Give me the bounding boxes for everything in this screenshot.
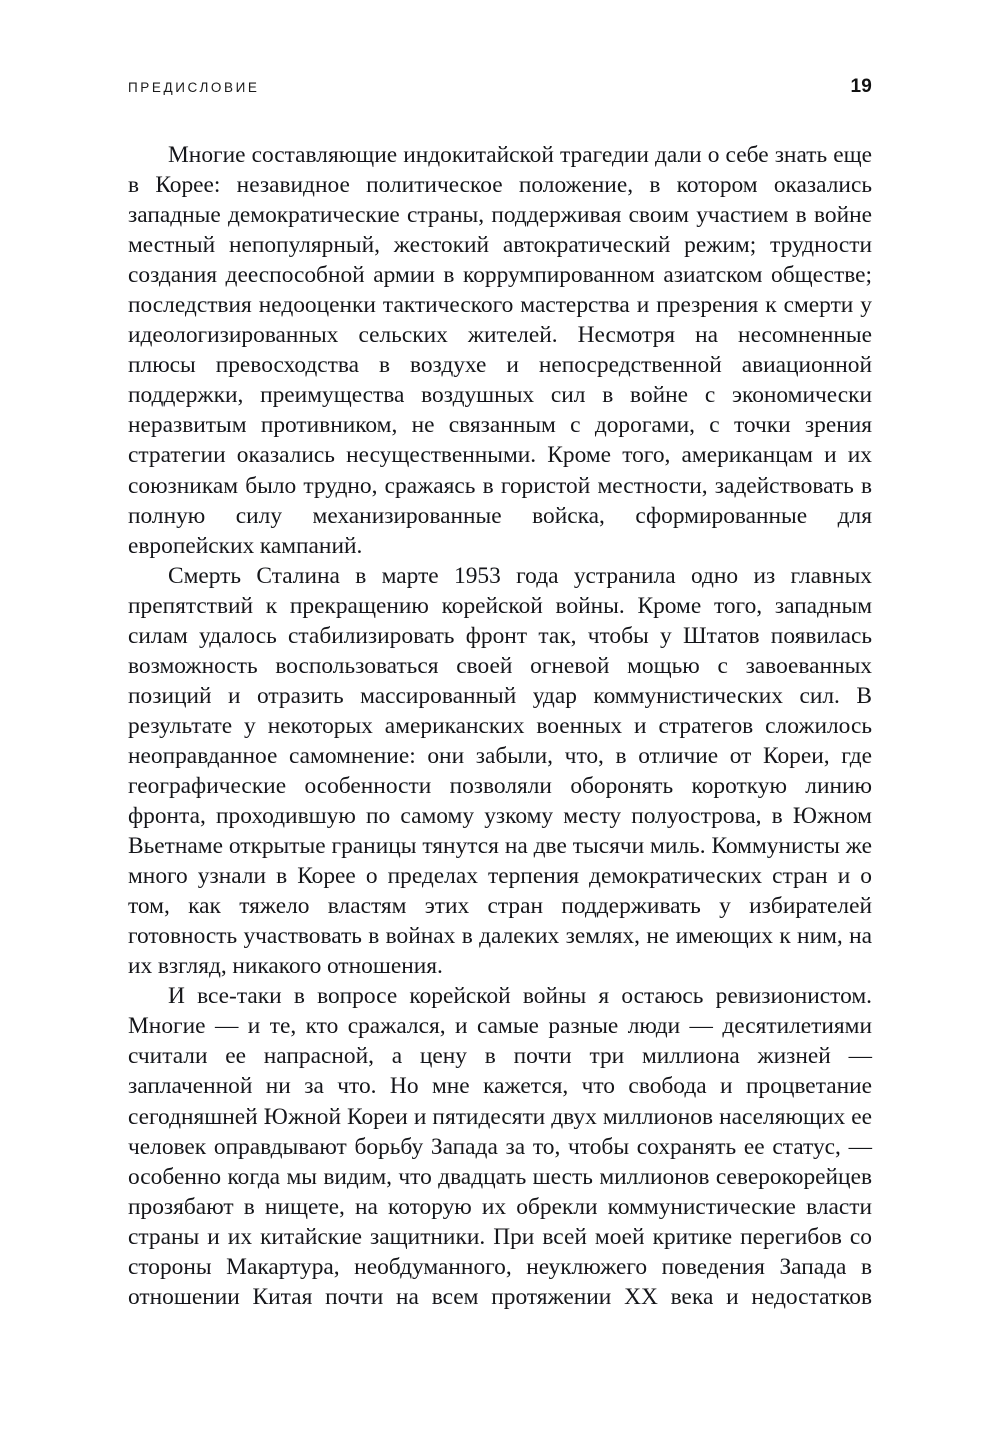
paragraph: Многие составляющие индокитайской трагедии дали о себе знать еще в Корее: незавидное политическое положение, в котором оказались западные демократические страны, поддерживая своим участием в войне местный непопулярный, жестокий автократический режим; трудности создания дееспособной армии в коррумпированном азиатском обществе; последствия недооценки тактического мастерства и презрения к смерти у идеологизированных сельских жителей. Несмотря на несомненные плюсы превосходства в воздухе и непосредственной авиационной поддержки, преимущества воздушных сил в войне с экономически неразвитым противником, не связанным с дорогами, с точки зрения стратегии оказались несущественными. Кроме того, американцам и их союзникам было трудно, сражаясь в гористой местности, задействовать в полную силу механизированные войска, сформированные для европейских кампаний. [128,142,872,559]
running-head [128,76,872,100]
body-text-block [128,140,872,1312]
running-head-chapter-title: ПРЕДИСЛОВИЕ [128,80,260,95]
paragraph: И все-таки в вопросе корейской войны я остаюсь ревизионистом. Многие — и те, кто сражался, и самые разные люди — десятилетиями считали ее напрасной, а цену в почти три миллиона жизней — заплаченной ни за что. Но мне кажется, что свобода и процветание сегодняшней Южной Кореи и пятидесяти двух миллионов населяющих ее человек оправдывают борьбу Запада за то, чтобы сохранять ее статус, — особенно когда мы видим, что двадцать шесть миллионов северокорейцев прозябают в нищете, на которую их обрекли коммунистические власти страны и их китайские защитники. При всей моей критике перегибов со стороны Макартура, необдуманного, неуклюжего поведения Запада в отношении Китая почти на всем протяжении XX века и недостатков [128,983,872,1310]
page-number: 19 [850,76,872,97]
paragraph: Смерть Сталина в марте 1953 года устранила одно из главных препятствий к прекращению корейской войны. Кроме того, западным силам удалось стабилизировать фронт так, чтобы у Штатов появилась возможность воспользоваться своей огневой мощью с завоеванных позиций и отразить массированный удар коммунистических сил. В результате у некоторых американских военных и стратегов сложилось неоправданное самомнение: они забыли, что, в отличие от Кореи, где географические особенности позволяли оборонять короткую линию фронта, проходившую по самому узкому месту полуострова, в Южном Вьетнаме открытые границы тянутся на две тысячи миль. Коммунисты же много узнали в Корее о пределах терпения демократических стран и о том, как тяжело властям этих стран поддерживать у избирателей готовность участвовать в войнах в далеких землях, не имеющих к ним, на их взгляд, никакого отношения. [128,562,872,980]
